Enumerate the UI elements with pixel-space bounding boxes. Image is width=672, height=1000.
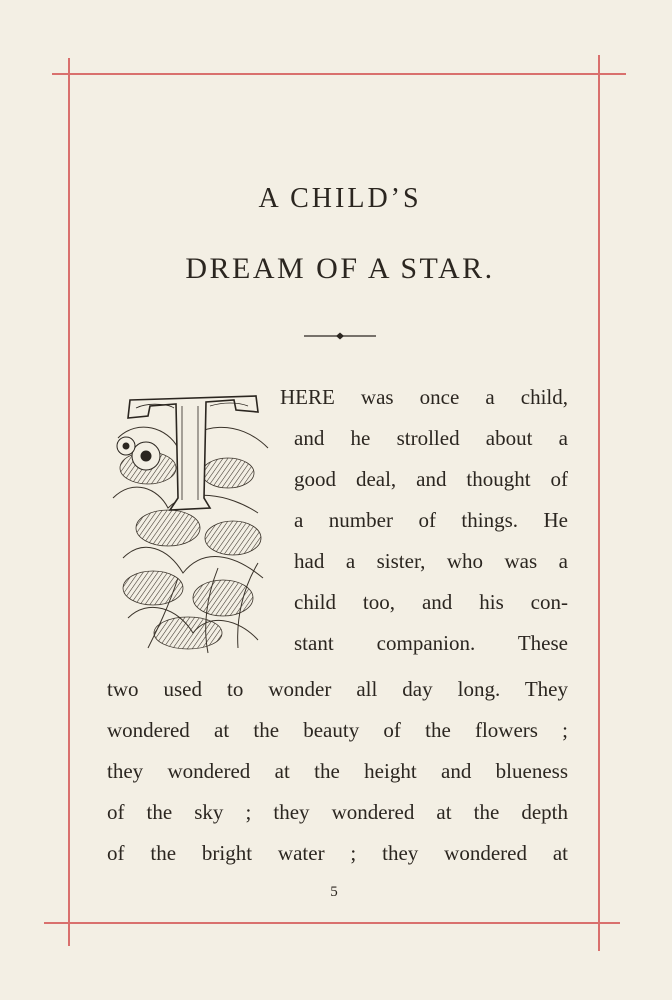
body-text-line: and he strolled about a (294, 426, 568, 450)
body-text-line: they wondered at the height and blueness (107, 759, 568, 783)
title-line-2: DREAM OF A STAR. (185, 252, 495, 285)
body-text-line: HERE was once a child, (280, 385, 568, 409)
body-text-line: a number of things. He (294, 508, 568, 532)
body-text-line: of the bright water ; they wondered at (107, 841, 568, 865)
floral-dropcap-T-icon (108, 378, 274, 660)
body-text-line: two used to wonder all day long. They (107, 677, 568, 701)
body-text-line: good deal, and thought of (294, 467, 568, 491)
border-rule-bottom (44, 922, 620, 924)
title-line-1: A CHILD’S (258, 183, 422, 214)
body-text-line: of the sky ; they wondered at the depth (107, 800, 568, 824)
page-number: 5 (330, 884, 338, 900)
border-rule-top (52, 73, 626, 75)
ornament-divider-icon (304, 330, 376, 342)
body-text-line: wondered at the beauty of the flowers ; (107, 718, 568, 742)
body-text-line: stant companion. These (294, 631, 568, 655)
body-text-line: child too, and his con- (294, 590, 568, 614)
body-text-line: had a sister, who was a (294, 549, 568, 573)
